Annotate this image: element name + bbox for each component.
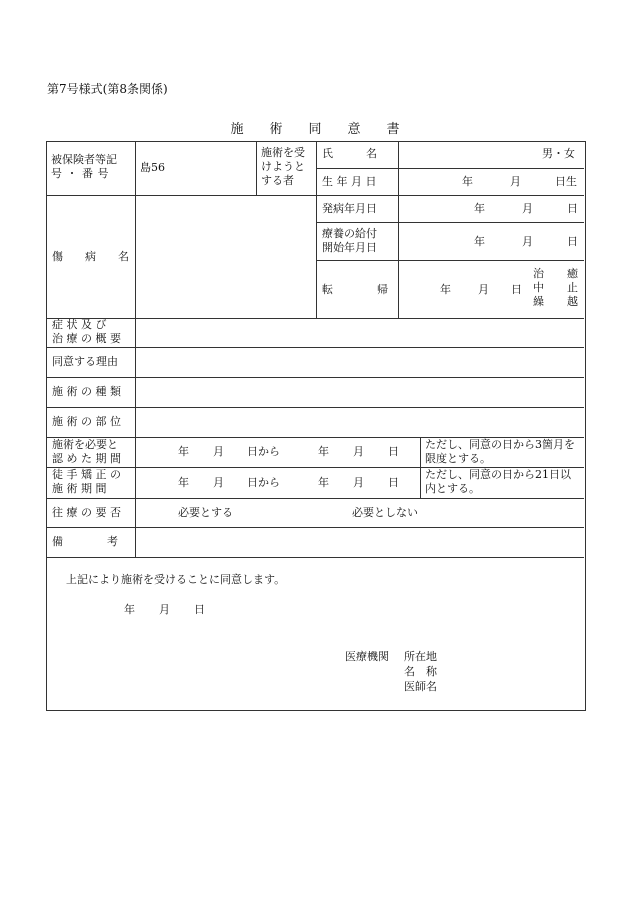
period-to-month: 月 xyxy=(353,445,364,458)
benefit-start-label: 療養の給付 開始年月日 xyxy=(322,227,377,254)
injury-name-label: 傷 病 名 xyxy=(52,250,129,263)
outcome-month: 月 xyxy=(478,283,489,296)
correction-to-year: 年 xyxy=(318,476,329,489)
recipient-label: 施術を受 けようと する者 xyxy=(261,146,305,187)
period-from-year: 年 xyxy=(178,445,189,458)
period-from-month: 月 xyxy=(213,445,224,458)
dob-month: 月 xyxy=(510,175,521,188)
benefit-year: 年 xyxy=(474,235,485,248)
gender-field[interactable]: 男・女 xyxy=(542,147,575,160)
dob-day: 日生 xyxy=(555,175,577,188)
correction-to-day: 日 xyxy=(388,476,399,489)
doctor-name-label: 医師名 xyxy=(404,680,437,693)
insured-number-label: 被保険者等記 号 ・ 番 号 xyxy=(51,153,117,180)
recipient-name-label: 氏 名 xyxy=(322,147,377,160)
consent-day: 日 xyxy=(194,603,205,616)
insured-number-value: 島56 xyxy=(140,161,165,174)
correction-note: ただし、同意の日から21日以 内とする。 xyxy=(425,468,571,495)
correction-from-month: 月 xyxy=(213,476,224,489)
period-from-day: 日から xyxy=(247,445,280,458)
period-to-year: 年 xyxy=(318,445,329,458)
outcome-options-col1[interactable]: 治 中 繰 xyxy=(533,267,544,308)
address-label: 所在地 xyxy=(404,650,437,663)
correction-from-day: 日から xyxy=(247,476,280,489)
correction-from-year: 年 xyxy=(178,476,189,489)
correction-period-label: 徒 手 矯 正 の 施 術 期 間 xyxy=(52,468,121,495)
visit-needed-option[interactable]: 必要とする xyxy=(178,506,233,519)
benefit-day: 日 xyxy=(567,235,578,248)
visit-label: 往 療 の 要 否 xyxy=(52,506,121,519)
consent-year: 年 xyxy=(124,603,135,616)
outcome-day: 日 xyxy=(511,283,522,296)
consent-month: 月 xyxy=(159,603,170,616)
institution-label: 医療機関 xyxy=(345,650,389,663)
outcome-year: 年 xyxy=(440,283,451,296)
onset-day: 日 xyxy=(567,202,578,215)
onset-month: 月 xyxy=(522,202,533,215)
visit-not-needed-option[interactable]: 必要としない xyxy=(352,506,418,519)
period-label: 施術を必要と 認 め た 期 間 xyxy=(52,438,121,465)
period-to-day: 日 xyxy=(388,445,399,458)
form-id: 第7号様式(第8条関係) xyxy=(47,82,168,96)
reason-label: 同意する理由 xyxy=(52,355,118,368)
dob-label: 生 年 月 日 xyxy=(322,175,377,188)
symptoms-label: 症 状 及 び 治 療 の 概 要 xyxy=(52,318,121,345)
correction-to-month: 月 xyxy=(353,476,364,489)
treatment-type-label: 施 術 の 種 類 xyxy=(52,385,121,398)
outcome-options-col2[interactable]: 癒 止 越 xyxy=(567,267,578,308)
page-title: 施 術 同 意 書 xyxy=(230,122,400,137)
period-note: ただし、同意の日から3箇月を 限度とする。 xyxy=(425,438,575,465)
dob-year: 年 xyxy=(462,175,473,188)
treatment-site-label: 施 術 の 部 位 xyxy=(52,415,121,428)
consent-statement: 上記により施術を受けることに同意します。 xyxy=(66,573,286,586)
outcome-label: 転 帰 xyxy=(322,283,388,296)
remarks-label: 備 考 xyxy=(52,535,118,548)
benefit-month: 月 xyxy=(522,235,533,248)
onset-year: 年 xyxy=(474,202,485,215)
onset-date-label: 発病年月日 xyxy=(322,202,377,215)
institution-name-label: 名 称 xyxy=(404,665,437,678)
